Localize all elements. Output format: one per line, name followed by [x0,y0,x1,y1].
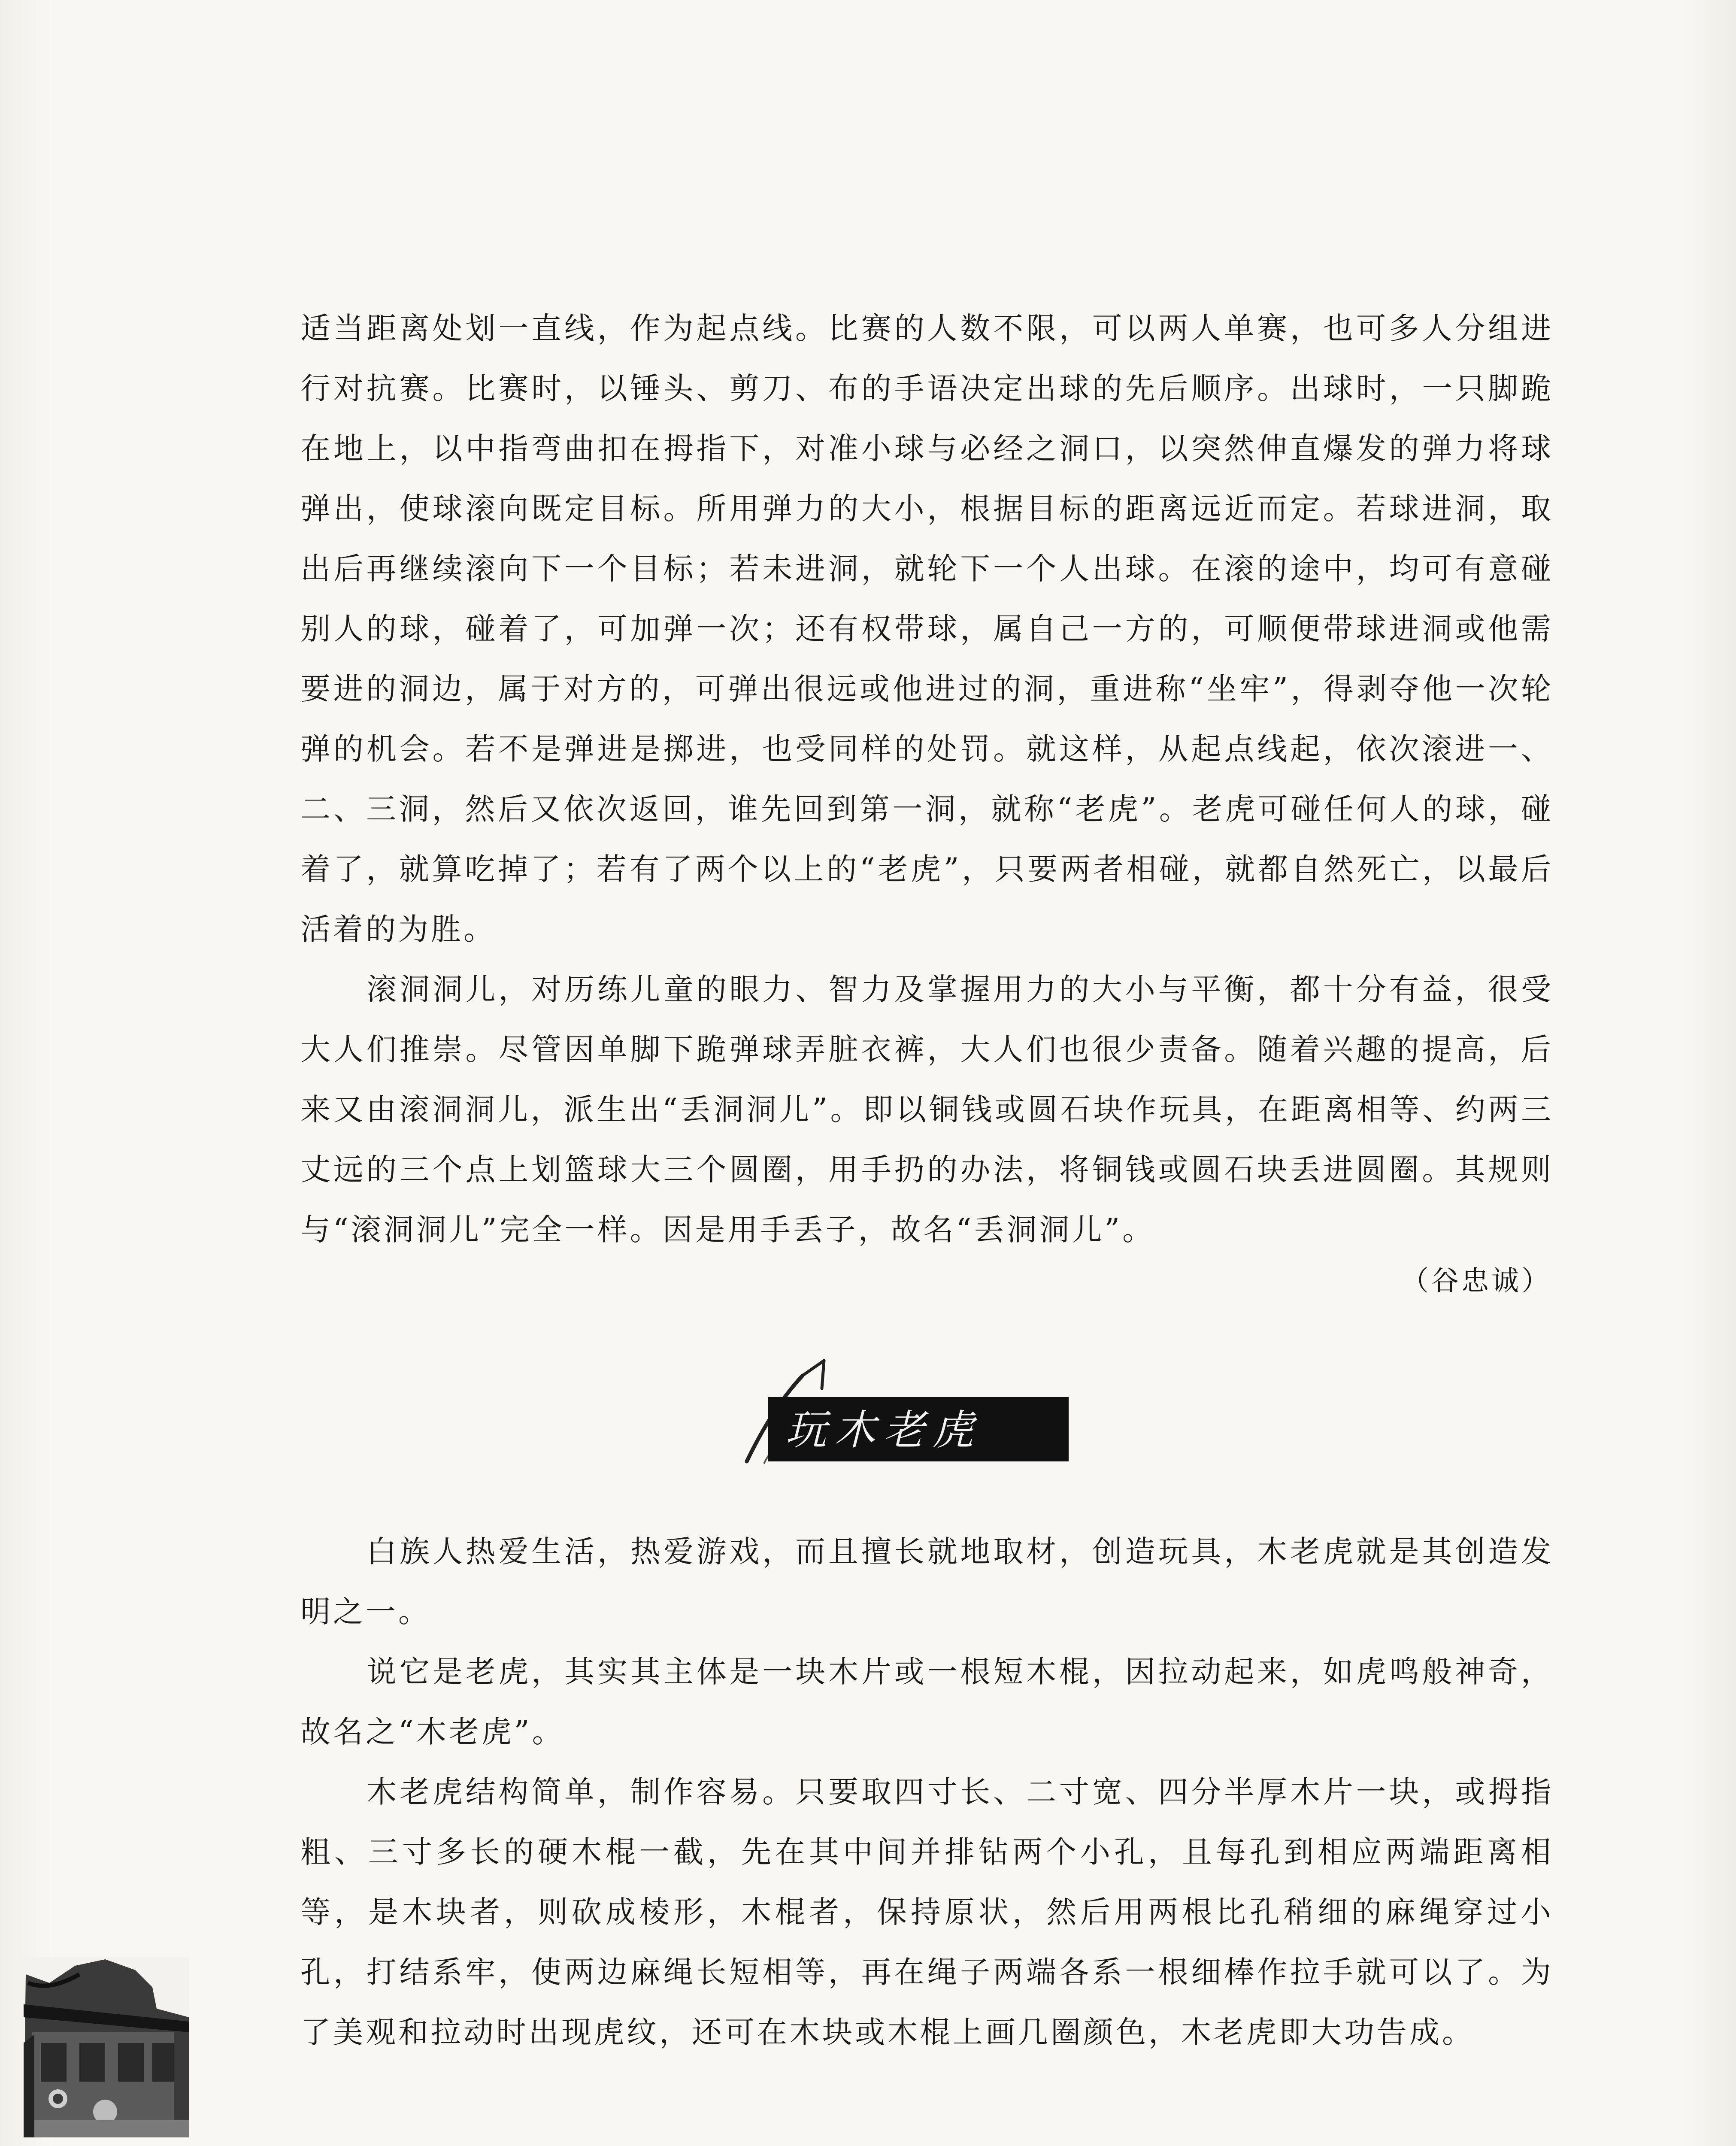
section-2-paragraph-2: 说它是老虎，其实其主体是一块木片或一根短木棍，因拉动起来，如虎鸣般神奇，故名之“木老虎”。 [300,1654,1554,1749]
section-heading [738,1356,1082,1485]
section-1-paragraph-1: 适当距离处划一直线，作为起点线。比赛的人数不限，可以两人单赛，也可多人分组进行对抗赛。比赛时，以锤头、剪刀、布的手语决定出球的先后顺序。出球时，一只脚跪在地上，以中指弯曲扣在拇指下，对准小球与必经之洞口，以突然伸直爆发的弹力将球弹出，使球滚向既定目标。所用弹力的大小，根据目标的距离远近而定。若球进洞，取出后再继续滚向下一个目标；若未进洞，就轮下一个人出球。在滚的途中，均可有意碰别人的球，碰着了，可加弹一次；还有权带球，属自己一方的，可顺便带球进洞或他需要进的洞边，属于对方的，可弹出很远或他进过的洞，重进称“坐牢”，得剥夺他一次轮弹的机会。若不是弹进是掷进，也受同样的处罚。就这样，从起点线起，依次滚进一、二、三洞，然后又依次返回，谁先回到第一洞，就称“老虎”。老虎可碰任何人的球，碰着了，就算吃掉了；若有了两个以上的“老虎”，只要两者相碰，就都自然死亡，以最后活着的为胜。 [300,311,1554,947]
section-2-paragraph-1: 白族人热爱生活，热爱游戏，而且擅长就地取材，创造玩具，木老虎就是其创造发明之一。 [300,1534,1554,1629]
author-signature: （谷忠诚） [1401,1265,1551,1297]
section-title: 玩木老虎 [785,1406,981,1454]
temple-photo-icon [24,1957,189,2137]
section-1-text [300,298,1554,1260]
section-2-text [300,1522,1554,2062]
section-2-paragraph-3: 木老虎结构简单，制作容易。只要取四寸长、二寸宽、四分半厚木片一块，或拇指粗、三寸多长的硬木棍一截，先在其中间并排钻两个小孔，且每孔到相应两端距离相等，是木块者，则砍成棱形，木棍者，保持原状，然后用两根比孔稍细的麻绳穿过小孔，打结系牢，使两边麻绳长短相等，再在绳子两端各系一根细棒作拉手就可以了。为了美观和拉动时出现虎纹，还可在木块或木棍上画几圈颜色，木老虎即大功告成。 [300,1774,1554,2050]
section-1-paragraph-2: 滚洞洞儿，对历练儿童的眼力、智力及掌握用力的大小与平衡，都十分有益，很受大人们推崇。尽管因单脚下跪弹球弄脏衣裤，大人们也很少责备。随着兴趣的提高，后来又由滚洞洞儿，派生出“丢洞洞儿”。即以铜钱或圆石块作玩具，在距离相等、约两三丈远的三个点上划篮球大三个圆圈，用手扔的办法，将铜钱或圆石块丢进圆圈。其规则与“滚洞洞儿”完全一样。因是用手丢子，故名“丢洞洞儿”。 [300,972,1554,1247]
